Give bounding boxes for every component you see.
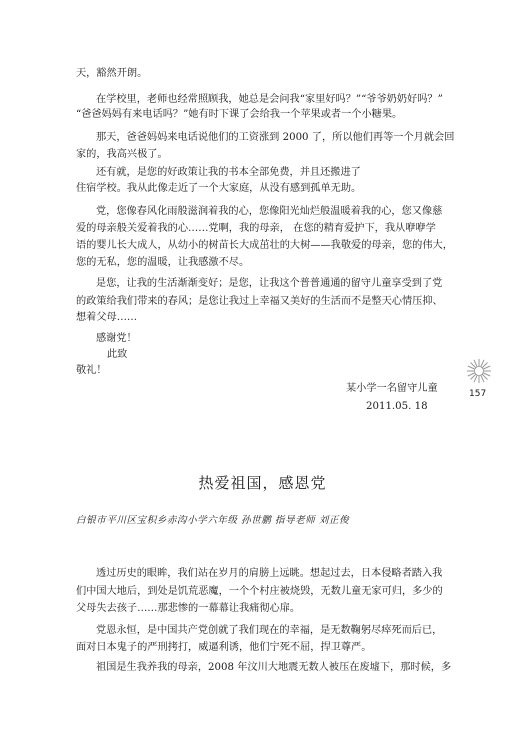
letter-line: 党，您像春风化雨般滋润着我的心，您像阳光灿烂般温暖着我的心，您又像慈 (96, 206, 443, 217)
letter-line: 的政策给我们带来的春风；是您让我过上幸福又美好的生活而不是整天心情压抑、 (76, 296, 443, 307)
letter-line: 想着父母…… (76, 312, 138, 323)
letter-line: 语的婴儿长大成人，从幼小的树苗长大成茁壮的大树——我敬爱的母亲，您的伟大， (76, 240, 453, 251)
essay-title: 热爱祖国，感恩党 (198, 474, 327, 492)
letter-signature: 某小学一名留守儿童 (346, 383, 438, 394)
essay-line: 祖国是生我养我的母亲，2008 年汶川大地震无数人被压在废墟下，那时候，多 (96, 662, 452, 673)
letter-closing: 此致 (107, 349, 128, 360)
letter-line: 还有就，是您的好政策让我的书本全部免费，并且还搬进了 (96, 167, 361, 178)
essay-line: 透过历史的眼眸，我们站在岁月的肩膀上远眺。想起过去，日本侵略者踏入我 (96, 568, 443, 579)
letter-line: 您的无私，您的温暖，让我感激不尽。 (76, 257, 250, 268)
letter-line: 在学校里，老师也经常照顾我，她总是会问我“家里好吗？”“爷爷奶奶好吗？” (96, 94, 443, 105)
essay-line: 面对日本鬼子的严刑拷打，威逼利诱，他们宁死不屈，捍卫尊严。 (76, 642, 372, 653)
sunburst-ornament-icon (466, 358, 492, 384)
letter-line: 家的，我高兴极了。 (76, 149, 168, 160)
letter-line: 爱的母亲般关爱着我的心……党啊，我的母亲， 在您的精育爱护下，我从咿咿学 (76, 223, 436, 234)
letter-line: 那天，爸爸妈妈来电话说他们的工资涨到 2000 了，所以他们再等一个月就会回 (96, 132, 455, 143)
letter-line: 天，豁然开朗。 (76, 68, 148, 79)
letter-closing: 敬礼！ (76, 365, 107, 376)
essay-byline: 白银市平川区宝积乡赤沟小学六年级 孙世鹏 指导老师 刘正俊 (76, 515, 350, 526)
letter-closing: 感谢党！ (96, 333, 137, 344)
letter-date: 2011.05. 18 (366, 401, 428, 412)
page-number: 157 (469, 389, 487, 399)
letter-line: “爸爸妈妈有来电话吗？”她有时下课了会给我一个苹果或者一个小糖果。 (76, 109, 403, 120)
essay-line: 党恩永恒，是中国共产党创就了我们现在的幸福，是无数鞠躬尽瘁死而后已， (96, 625, 443, 636)
essay-line: 父母失去孩子……那悲惨的一幕幕让我痛彻心扉。 (76, 603, 301, 614)
letter-line: 是您，让我的生活渐渐变好；是您，让我这个普普通通的留守儿童享受到了党 (96, 278, 443, 289)
letter-line: 住宿学校。我从此像走近了一个大家庭，从没有感到孤单无助。 (76, 183, 362, 194)
essay-line: 们中国大地后，到处是饥荒恶魔，一个个村庄被烧毁，无数儿童无家可归，多少的 (76, 586, 443, 597)
